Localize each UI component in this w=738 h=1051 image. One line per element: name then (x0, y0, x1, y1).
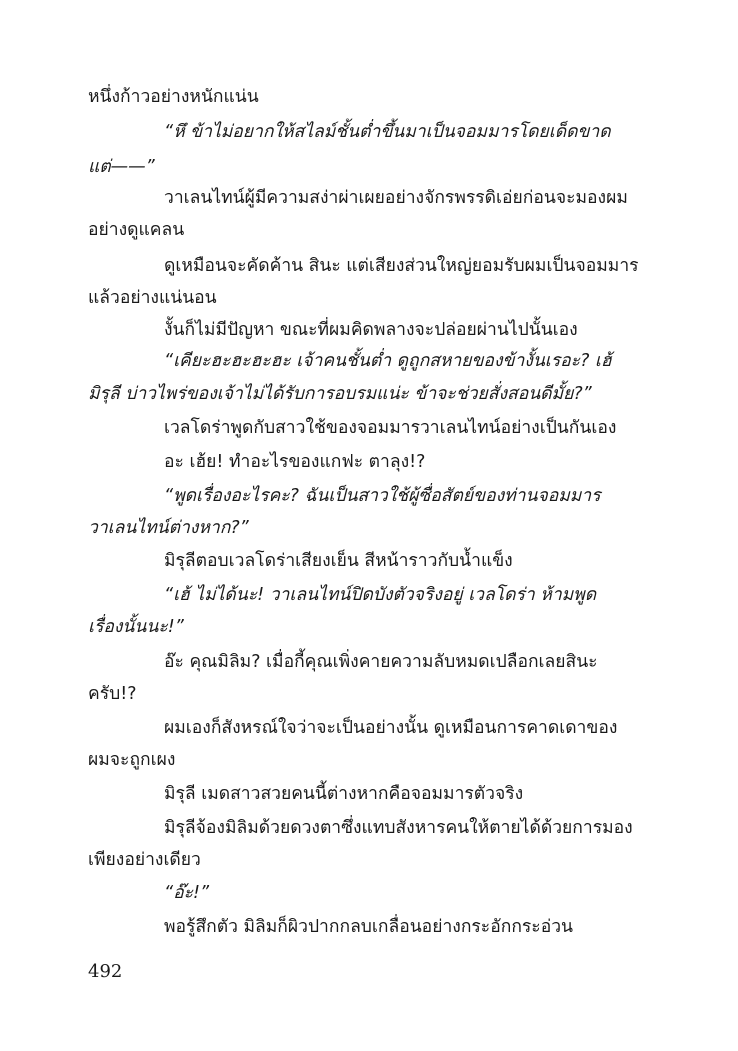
text-line: ผมจะถูกเผง (88, 750, 176, 770)
dialogue-line: “เคียะฮะฮะฮะฮะ เจ้าคนชั้นต่ำ ดูถูกสหายของข้างั้นเรอะ? เฮ้ (164, 351, 612, 371)
text-line: ผมเองก็สังหรณ์ใจว่าจะเป็นอย่างนั้น ดูเหมือนการคาดเดาของ (164, 718, 618, 738)
text-line: ครับ!? (88, 684, 137, 704)
text-line: อะ เฮ้ย! ทำอะไรของแกฟะ ตาลุง!? (164, 452, 426, 472)
text-line: มิรุลีตอบเวลโดร่าเสียงเย็น สีหน้าราวกับน้ำแข็ง (164, 551, 513, 571)
text-line: งั้นก็ไม่มีปัญหา ขณะที่ผมคิดพลางจะปล่อยผ่านไปนั้นเอง (164, 320, 578, 340)
text-line: อ๊ะ คุณมิลิม? เมื่อกี้คุณเพิ่งคายความลับหมดเปลือกเลยสินะ (164, 652, 598, 672)
dialogue-line: เรื่องนั้นนะ!” (88, 617, 184, 637)
text-line: อย่างดูแคลน (88, 220, 185, 240)
dialogue-line: มิรุลี บ่าวไพร่ของเจ้าไม่ได้รับการอบรมแน่ะ ข้าจะช่วยสั่งสอนดีมั้ย?” (88, 384, 592, 404)
text-line: หนึ่งก้าวอย่างหนักแน่น (88, 87, 259, 107)
text-line: ดูเหมือนจะคัดค้าน สินะ แต่เสียงส่วนใหญ่ยอมรับผมเป็นจอมมาร (164, 256, 639, 276)
dialogue-line: “พูดเรื่องอะไรคะ? ฉันเป็นสาวใช้ผู้ซื่อสัตย์ของท่านจอมมาร (164, 486, 601, 506)
text-line: วาเลนไทน์ผู้มีความสง่าผ่าเผยอย่างจักรพรรดิเอ่ยก่อนจะมองผม (164, 188, 628, 208)
page-number: 492 (88, 961, 123, 982)
dialogue-line: วาเลนไทน์ต่างหาก?” (88, 518, 249, 538)
text-line: แล้วอย่างแน่นอน (88, 288, 217, 308)
dialogue-line: “เฮ้ ไม่ได้นะ! วาเลนไทน์ปิดบังตัวจริงอยู่ เวลโดร่า ห้ามพูด (164, 585, 597, 605)
text-line: มิรุลีจ้องมิลิมด้วยดวงตาซึ่งแทบสังหารคนให้ตายได้ด้วยการมอง (164, 818, 633, 838)
dialogue-line: แต่——” (88, 157, 155, 177)
dialogue-line: “อ๊ะ!” (164, 883, 210, 903)
dialogue-line: “หึ ข้าไม่อยากให้สไลม์ชั้นต่ำขึ้นมาเป็นจอมมารโดยเด็ดขาด (164, 122, 611, 142)
text-line: เพียงอย่างเดียว (88, 850, 201, 870)
text-line: พอรู้สึกตัว มิลิมก็ผิวปากกลบเกลื่อนอย่างกระอักกระอ่วน (164, 917, 574, 937)
text-line: เวลโดร่าพูดกับสาวใช้ของจอมมารวาเลนไทน์อย่างเป็นกันเอง (164, 418, 617, 438)
text-line: มิรุลี เมดสาวสวยคนนี้ต่างหากคือจอมมารตัวจริง (164, 784, 524, 804)
